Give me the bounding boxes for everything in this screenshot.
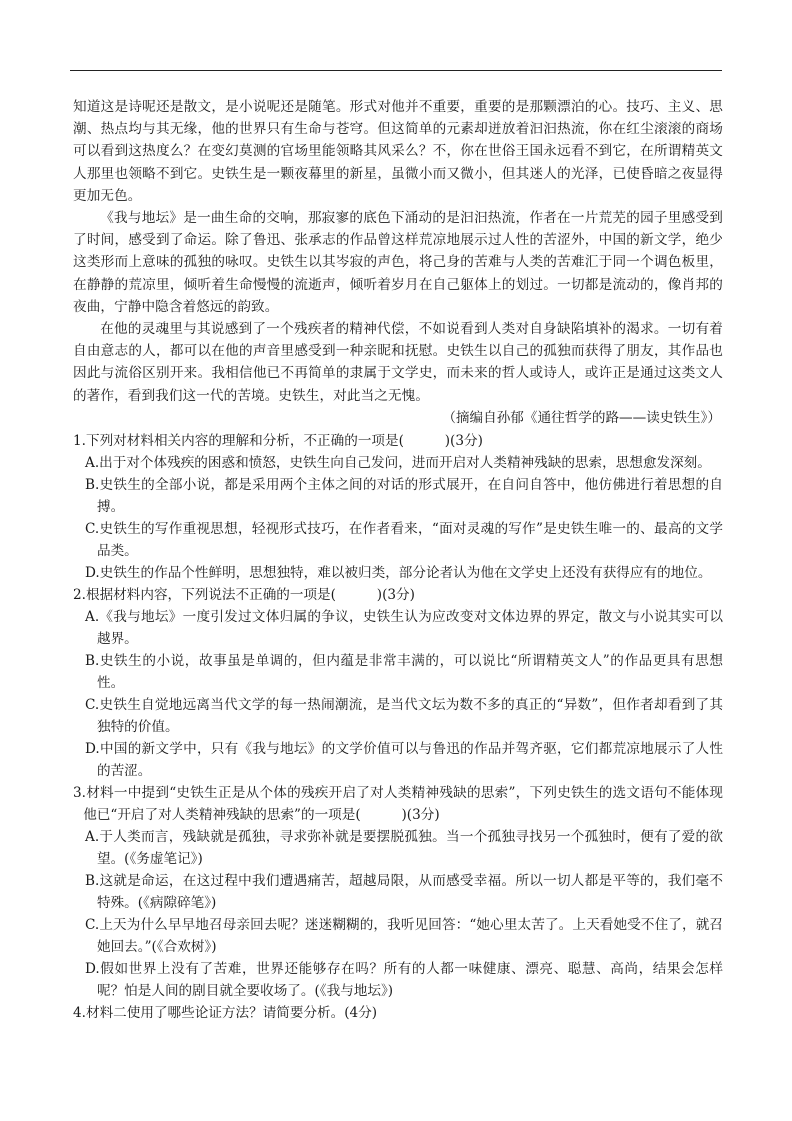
question-score: )(3分): [401, 806, 440, 823]
option-a: A.出于对个体残疾的困惑和愤怒，史铁生向自己发问，进而开启对人类精神残缺的思索，思想愈发深刻。: [85, 454, 711, 471]
question-stem: [73, 430, 723, 452]
passage-paragraph-3: 在他的灵魂里与其说感到了一个残疾者的精神代偿，不如说看到人类对自身缺陷填补的渴求。一切有着自由意志的人，都可以在他的声音里感受到一种亲昵和抚慰。史铁生以自己的孤独而获得了朋友，其作品也因此与流俗区别开来。我相信他已不再简单的隶属于文学史，而未来的哲人或诗人，或许正是通过这类文人的著作，看到我们这一代的苦境。史铁生，对此当之无愧。: [73, 321, 723, 404]
option-a: A.于人类而言，残缺就是孤独，寻求弥补就是要摆脱孤独。当一个孤独寻找另一个孤独时，便有了爱的欲望。(《务虚笔记》): [85, 828, 723, 867]
question-stem: [73, 1002, 723, 1024]
option-b: B.史铁生的全部小说，都是采用两个主体之间的对话的形式展开，在自问自答中，他仿佛进行着思想的自搏。: [85, 476, 723, 515]
question-stem-text: 4.材料二使用了哪些论证方法？请简要分析。(4分): [73, 1004, 378, 1021]
question-3: [73, 782, 723, 1002]
option-c: C.史铁生自觉地远离当代文学的每一热闹潮流，是当代文坛为数不多的真正的“异数”，但作者却看到了其独特的价值。: [85, 696, 723, 735]
question-score: )(3分): [376, 586, 415, 603]
passage-paragraph-2: 《我与地坛》是一曲生命的交响，那寂寥的底色下涌动的是汩汩热流，作者在一片荒芜的园子里感受到了时间，感受到了命运。除了鲁迅、张承志的作品曾这样荒凉地展示过人性的苦涩外，中国的新文学，绝少这类形而上意味的孤独的咏叹。史铁生以其岑寂的声色，将己身的苦难与人类的苦难汇于同一个调色板里，在静静的荒凉里，倾听着生命慢慢的流逝声，倾听着岁月在自己躯体上的划过。一切都是流动的，像肖邦的夜曲，宁静中隐含着悠远的韵致。: [73, 210, 723, 315]
option-d: D.史铁生的作品个性鲜明，思想独特，难以被归类，部分论者认为他在文学史上还没有获得应有的地位。: [85, 564, 712, 581]
question-stem-text: 3.材料一中提到“史铁生正是从个体的残疾开启了对人类精神残缺的思索”，下列史铁生的选文语句不能体现他已“开启了对人类精神残缺的思索”的一项是(: [73, 784, 723, 823]
question-2: [73, 584, 723, 782]
header-rule: [70, 70, 722, 71]
question-stem: [73, 782, 723, 826]
option-d: D.假如世界上没有了苦难，世界还能够存在吗？所有的人都一味健康、漂亮、聪慧、高尚，结果会怎样呢？怕是人间的剧目就全要收场了。(《我与地坛》): [85, 960, 723, 999]
document-body: [73, 96, 723, 1024]
question-score: )(3分): [444, 432, 483, 449]
passage-paragraph-1: 知道这是诗呢还是散文，是小说呢还是随笔。形式对他并不重要，重要的是那颗漂泊的心。技巧、主义、思潮、热点均与其无缘，他的世界只有生命与苍穹。但这简单的元素却迸放着汩汩热流，你在红尘滚滚的商场可以看到这热度么？在变幻莫测的官场里能领略其风采么？不，你在世俗王国永远看不到它，在所谓精英文人那里也领略不到它。史铁生是一颗夜幕里的新星，虽微小而又微小，但其迷人的光泽，已使昏暗之夜显得更加无色。: [73, 99, 723, 204]
passage-source: （摘编自孙郁《通往哲学的路——读史铁生》）: [442, 409, 721, 426]
option-d: D.中国的新文学中，只有《我与地坛》的文学价值可以与鲁迅的作品并驾齐驱，它们都荒凉地展示了人性的苦涩。: [85, 740, 723, 779]
question-4: [73, 1002, 723, 1024]
option-b: B.史铁生的小说，故事虽是单调的，但内蕴是非常丰满的，可以说比“所谓精英文人”的作品更具有思想性。: [85, 652, 723, 691]
option-b: B.这就是命运，在这过程中我们遭遇痛苦，超越局限，从而感受幸福。所以一切人都是平等的，我们毫不特殊。(《病隙碎笔》): [85, 872, 723, 911]
question-stem: [73, 584, 723, 606]
option-a: A.《我与地坛》一度引发过文体归属的争议，史铁生认为应改变对文体边界的界定，散文与小说其实可以越界。: [85, 608, 723, 647]
question-stem-text: 2.根据材料内容，下列说法不正确的一项是(: [73, 586, 336, 603]
question-1: [73, 430, 723, 584]
question-stem-text: 1.下列对材料相关内容的理解和分析，不正确的一项是(: [73, 432, 404, 449]
option-c: C.上天为什么早早地召母亲回去呢？迷迷糊糊的，我听见回答：“她心里太苦了。上天看她受不住了，就召她回去。”(《合欢树》): [85, 916, 723, 955]
option-c: C.史铁生的写作重视思想，轻视形式技巧，在作者看来，“面对灵魂的写作”是史铁生唯一的、最高的文学品类。: [85, 520, 723, 559]
